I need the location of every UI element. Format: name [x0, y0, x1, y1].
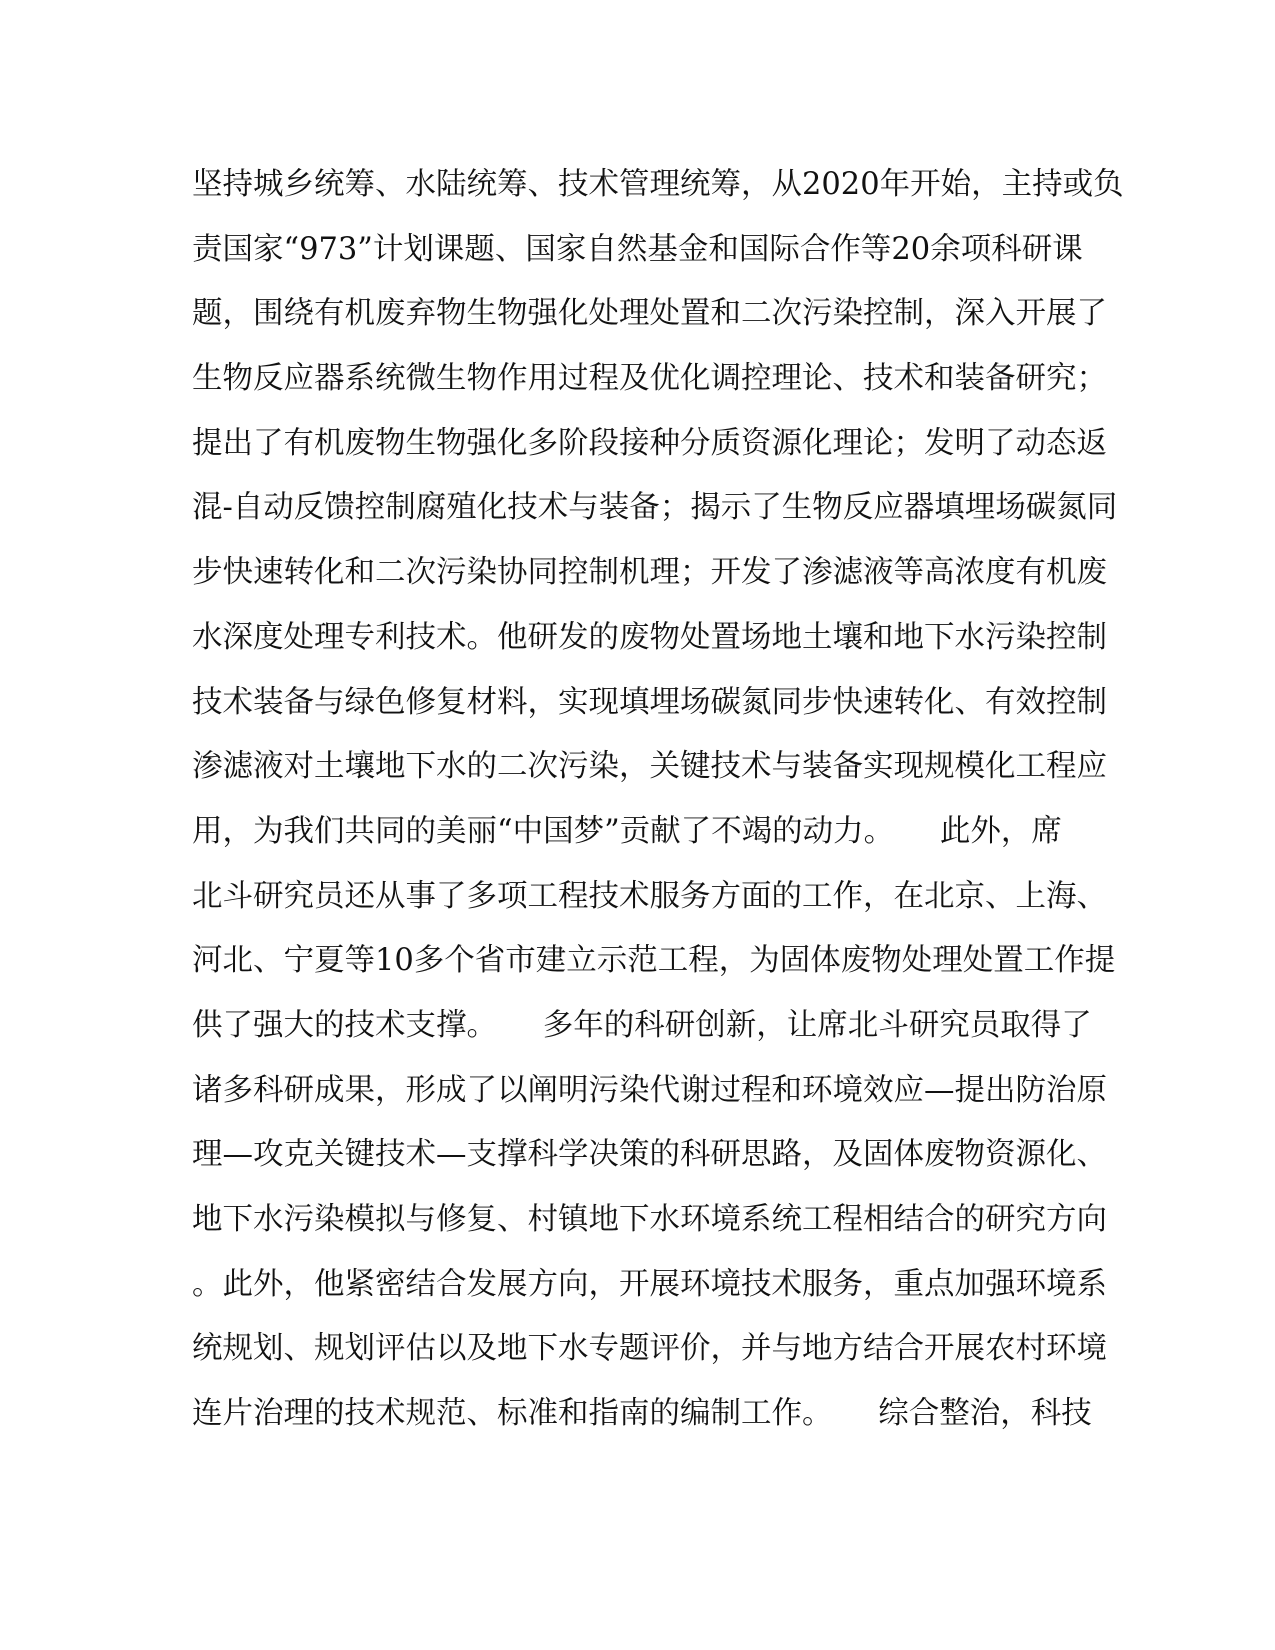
text-line: 技术装备与绿色修复材料，实现填埋场碳氮同步快速转化、有效控制 [192, 684, 1107, 720]
text-line: 生物反应器系统微生物作用过程及优化调控理论、技术和装备研究； [192, 361, 1107, 397]
text-line: 题，围绕有机废弃物生物强化处理处置和二次污染控制，深入开展了 [192, 296, 1107, 332]
text-line: 连片治理的技术规范、标准和指南的编制工作。 综合整治，科技 [192, 1396, 1092, 1432]
text-line: 提出了有机废物生物强化多阶段接种分质资源化理论；发明了动态返 [192, 425, 1107, 461]
text-line: 。此外，他紧密结合发展方向，开展环境技术服务，重点加强环境系 [192, 1266, 1107, 1302]
text-line: 理—攻克关键技术—支撑科学决策的科研思路，及固体废物资源化、 [192, 1137, 1107, 1173]
body-text [192, 153, 1124, 1447]
text-line: 步快速转化和二次污染协同控制机理；开发了渗滤液等高浓度有机废 [192, 555, 1107, 591]
text-line: 统规划、规划评估以及地下水专题评价，并与地方结合开展农村环境 [192, 1331, 1107, 1367]
text-line: 坚持城乡统筹、水陆统筹、技术管理统筹，从2020年开始，主持或负 [192, 167, 1124, 202]
text-line: 责国家“973”计划课题、国家自然基金和国际合作等20余项科研课 [192, 231, 1083, 267]
text-line: 地下水污染模拟与修复、村镇地下水环境系统工程相结合的研究方向 [192, 1202, 1107, 1237]
text-line: 北斗研究员还从事了多项工程技术服务方面的工作，在北京、上海、 [192, 878, 1107, 914]
text-line: 水深度处理专利技术。他研发的废物处置场地土壤和地下水污染控制 [192, 619, 1107, 655]
text-line: 诸多科研成果，形成了以阐明污染代谢过程和环境效应—提出防治原 [192, 1072, 1107, 1108]
text-line: 用，为我们共同的美丽“中国梦”贡献了不竭的动力。 此外，席 [192, 813, 1062, 849]
text-line: 混-自动反馈控制腐殖化技术与装备；揭示了生物反应器填埋场碳氮同 [192, 490, 1118, 526]
text-line: 渗滤液对土壤地下水的二次污染，关键技术与装备实现规模化工程应 [192, 749, 1107, 785]
text-line: 河北、宁夏等10多个省市建立示范工程，为固体废物处理处置工作提 [192, 943, 1116, 979]
text-line: 供了强大的技术支撑。 多年的科研创新，让席北斗研究员取得了 [192, 1007, 1092, 1043]
